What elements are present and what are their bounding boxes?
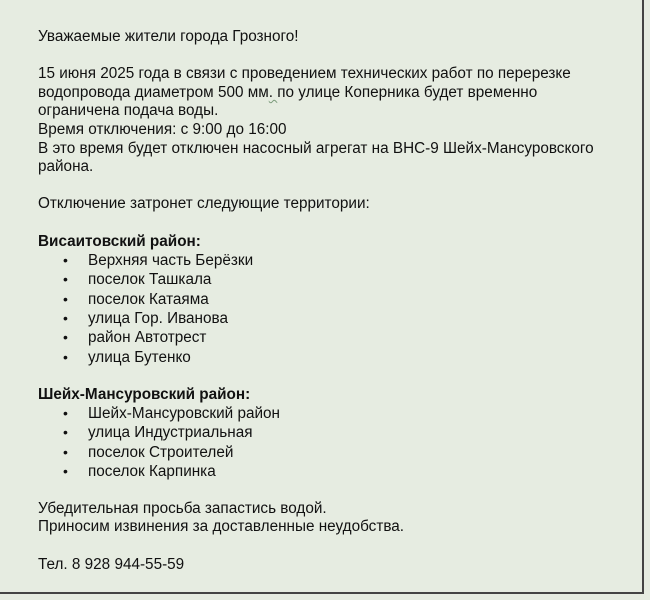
bullet-icon: • [63, 290, 68, 307]
list-item: • поселок Ташкала [63, 271, 212, 289]
list-item: • поселок Строителей [63, 443, 234, 461]
announcement-text [38, 28, 633, 574]
bullet-icon: • [63, 462, 68, 479]
list-item: • район Автотрест [63, 329, 207, 347]
announcement-line-1: 15 июня 2025 года в связи с проведением технических работ по перерезке [38, 65, 571, 83]
bullet-icon: • [63, 271, 68, 288]
closing-request: Убедительная просьба запастись водой. [38, 499, 327, 517]
announcement-line-3: ограничена подача воды. [38, 102, 219, 120]
bullet-icon: • [63, 443, 68, 460]
list-item: • улица Гор. Иванова [63, 310, 228, 328]
announcement-line-6: района. [38, 158, 94, 176]
announcement-line-5: В это время будет отключен насосный агрегат на ВНС-9 Шейх-Мансуровского [38, 139, 594, 157]
contact-phone: Тел. 8 928 944-55-59 [38, 555, 185, 573]
bullet-icon: • [63, 424, 68, 441]
list-item: • Верхняя часть Берёзки [63, 252, 254, 270]
affected-intro: Отключение затронет следующие территории: [38, 195, 370, 213]
district-list-visaitovsky [38, 251, 633, 367]
greeting: Уважаемые жители города Грозного! [38, 28, 299, 45]
bullet-icon: • [63, 310, 68, 327]
list-item: • улица Индустриальная [63, 424, 253, 442]
list-item: • поселок Катаяма [63, 290, 209, 308]
list-item: • улица Бутенко [63, 348, 191, 366]
list-item: • поселок Карпинка [63, 462, 216, 480]
bullet-icon: • [63, 348, 68, 365]
district-heading-visaitovsky: Висаитовский район: [38, 232, 201, 250]
closing-apology: Приносим извинения за доставленные неудобства. [38, 518, 405, 536]
bullet-icon: • [63, 405, 68, 422]
district-list-sheikh-mansurovsky [38, 404, 633, 481]
announcement-line-2: водопровода диаметром 500 мм. по улице Коперника будет временно [38, 83, 538, 101]
spellcheck-mark: . [268, 83, 278, 101]
list-item: • Шейх-Мансуровский район [63, 405, 280, 423]
district-heading-sheikh-mansurovsky: Шейх-Мансуровский район: [38, 385, 251, 403]
shutdown-time: Время отключения: с 9:00 до 16:00 [38, 120, 287, 138]
bullet-icon: • [63, 252, 68, 269]
bullet-icon: • [63, 329, 68, 346]
